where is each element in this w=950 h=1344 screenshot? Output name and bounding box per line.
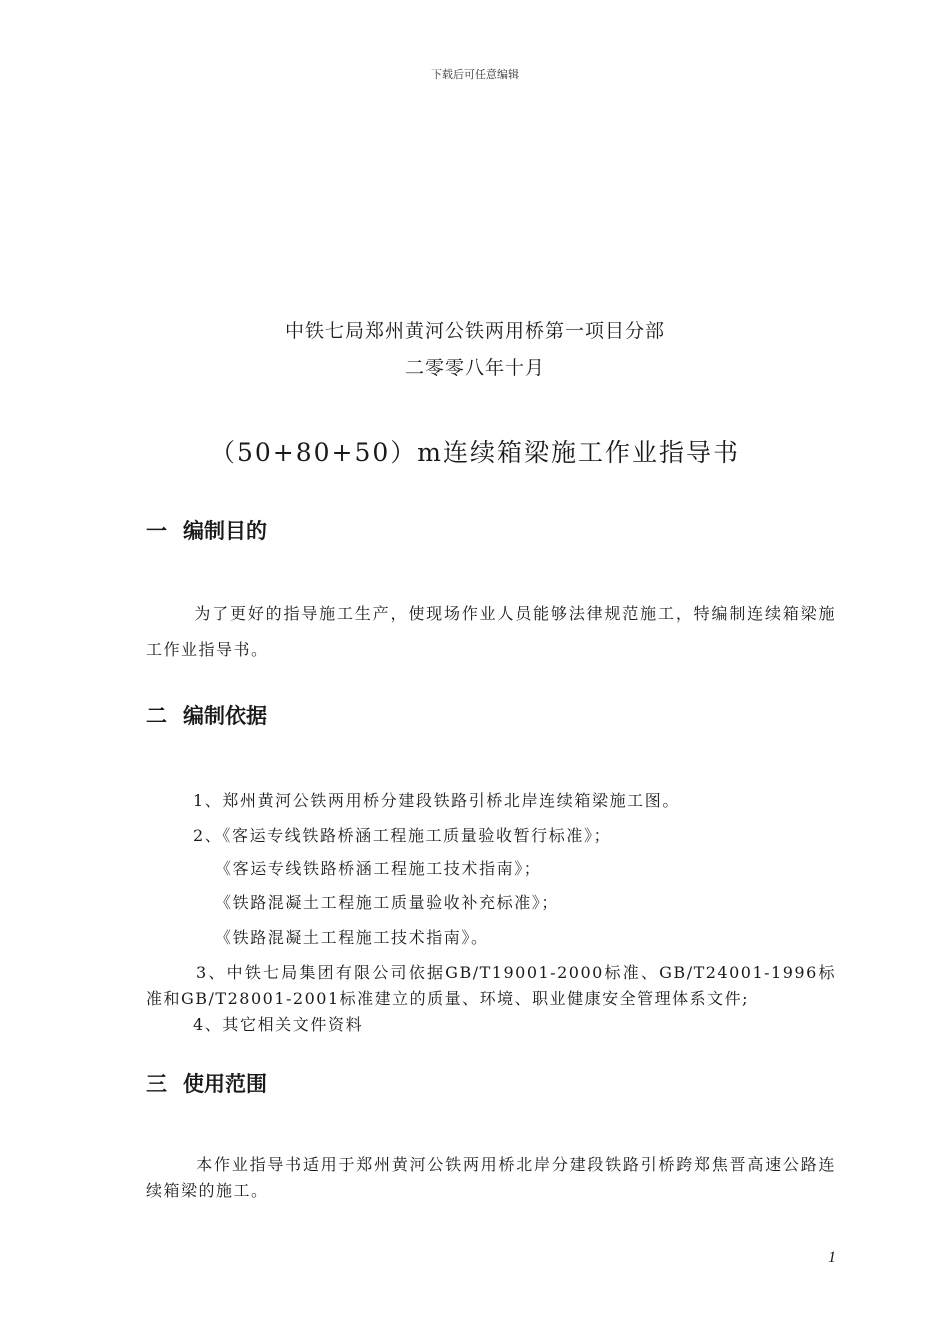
section-number: 三: [146, 1072, 167, 1096]
section-title: 使用范围: [183, 1072, 267, 1096]
paragraph-text: 为了更好的指导施工生产，使现场作业人员能够法律规范施工，特编制连续箱梁施工作业指导书。: [146, 604, 836, 659]
page-number: 1: [828, 1249, 836, 1266]
section-title: 编制依据: [183, 704, 267, 728]
page-header: 下载后可任意编辑: [431, 68, 519, 81]
basis-item-3: [146, 960, 836, 1012]
basis-item-2c: 《铁路混凝土工程施工质量验收补充标准》；: [215, 893, 560, 912]
section-heading-purpose: [146, 515, 267, 545]
section-number: 一: [146, 519, 167, 543]
paragraph-text: 本作业指导书适用于郑州黄河公铁两用桥北岸分建段铁路引桥跨郑焦晋高速公路连续箱梁的施工。: [146, 1155, 836, 1200]
basis-item-2: 2、《客运专线铁路桥涵工程施工质量验收暂行标准》；: [193, 826, 612, 845]
purpose-paragraph: [146, 596, 836, 668]
scope-paragraph: [146, 1152, 836, 1204]
organization-name: 中铁七局郑州黄河公铁两用桥第一项目分部: [284, 320, 665, 342]
document-date: 二零零八年十月: [404, 357, 545, 379]
section-number: 二: [146, 704, 167, 728]
section-heading-basis: [146, 700, 267, 730]
basis-item-2b: 《客运专线铁路桥涵工程施工技术指南》；: [215, 859, 542, 878]
document-title: （50+80+50）m连续箱梁施工作业指导书: [209, 438, 741, 467]
basis-item-1: 1、郑州黄河公铁两用桥分建段铁路引桥北岸连续箱梁施工图。: [193, 791, 680, 810]
basis-item-2d: 《铁路混凝土工程施工技术指南》。: [215, 928, 489, 947]
section-title: 编制目的: [183, 519, 267, 543]
section-heading-scope: [146, 1068, 267, 1098]
basis-item-4: 4、其它相关文件资料: [193, 1015, 364, 1034]
paragraph-text: 3、中铁七局集团有限公司依据GB/T19001-2000标准、GB/T24001-1996标准和GB/T28001-2001标准建立的质量、环境、职业健康安全管理体系文件;: [146, 963, 836, 1008]
